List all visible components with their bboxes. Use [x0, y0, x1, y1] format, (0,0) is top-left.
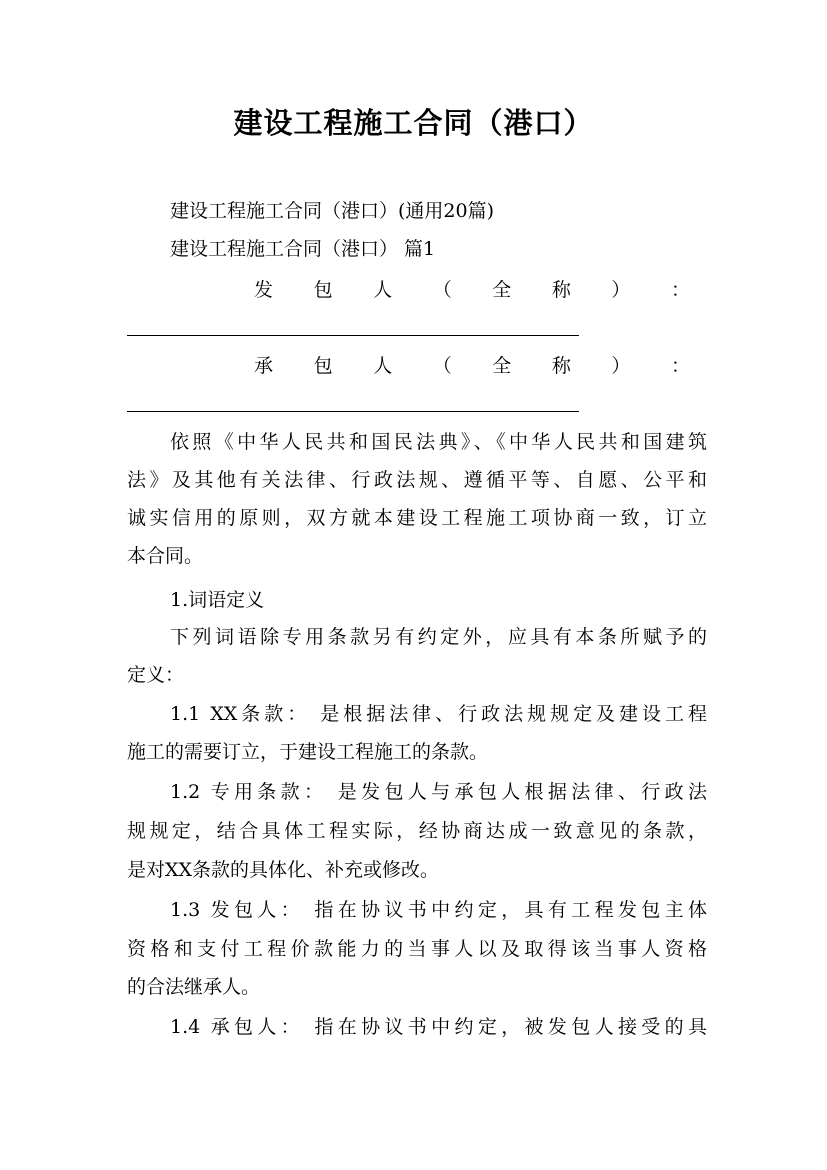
- body-line: 资格和支付工程价款能力的当事人以及取得该当事人资格: [127, 938, 707, 960]
- body-line: 是对XX条款的具体化、补充或修改。: [127, 859, 440, 881]
- section-heading: 建设工程施工合同（港口） 篇1: [170, 238, 436, 260]
- body-line: 定义：: [127, 664, 185, 686]
- body-line: 的合法继承人。: [127, 976, 261, 998]
- party-b-char: 人: [373, 355, 393, 377]
- clause-heading: 1.词语定义: [170, 589, 265, 611]
- body-line: 下列词语除专用条款另有约定外，应具有本条所赋予的: [170, 626, 707, 648]
- party-a-char: 发: [254, 279, 274, 301]
- body-line: 本合同。: [127, 545, 204, 567]
- body-line: 依照《中华人民共和国民法典》、《中华人民共和国建筑: [170, 431, 707, 453]
- body-line: 法》及其他有关法律、行政法规、遵循平等、自愿、公平和: [127, 469, 707, 491]
- party-b-char: ：: [670, 355, 690, 377]
- body-line: 诚实信用的原则，双方就本建设工程施工项协商一致，订立: [127, 507, 707, 529]
- party-b-char: 称: [551, 355, 571, 377]
- party-b-char: （: [432, 355, 452, 377]
- party-a-char: 称: [551, 279, 571, 301]
- party-a-char: （: [432, 279, 452, 301]
- clause-1-1: 1.1 XX条款： 是根据法律、行政法规规定及建设工程: [170, 703, 707, 725]
- clause-1-3: 1.3 发包人： 指在协议书中约定，具有工程发包主体: [170, 899, 707, 921]
- party-b-blank-line: [127, 411, 579, 412]
- party-a-char: ：: [670, 279, 690, 301]
- party-a-char: 全: [492, 279, 512, 301]
- party-a-char: 人: [373, 279, 393, 301]
- party-b-char: 包: [313, 355, 333, 377]
- party-a-blank-line: [127, 335, 579, 336]
- body-line: 规规定，结合具体工程实际，经协商达成一致意见的条款，: [127, 820, 707, 842]
- clause-1-4: 1.4 承包人： 指在协议书中约定，被发包人接受的具: [170, 1016, 707, 1038]
- party-a-char: 包: [313, 279, 333, 301]
- party-a-char: ）: [611, 279, 631, 301]
- party-b-char: 全: [492, 355, 512, 377]
- clause-1-2: 1.2 专用条款： 是发包人与承包人根据法律、行政法: [170, 781, 707, 803]
- body-line: 施工的需要订立，于建设工程施工的条款。: [127, 741, 489, 763]
- document-subtitle: 建设工程施工合同（港口）(通用20篇): [170, 200, 495, 222]
- party-b-label: [254, 353, 690, 379]
- document-title: 建设工程施工合同（港口）: [233, 106, 594, 140]
- party-b-char: 承: [254, 355, 274, 377]
- party-b-char: ）: [611, 355, 631, 377]
- party-a-label: [254, 277, 690, 303]
